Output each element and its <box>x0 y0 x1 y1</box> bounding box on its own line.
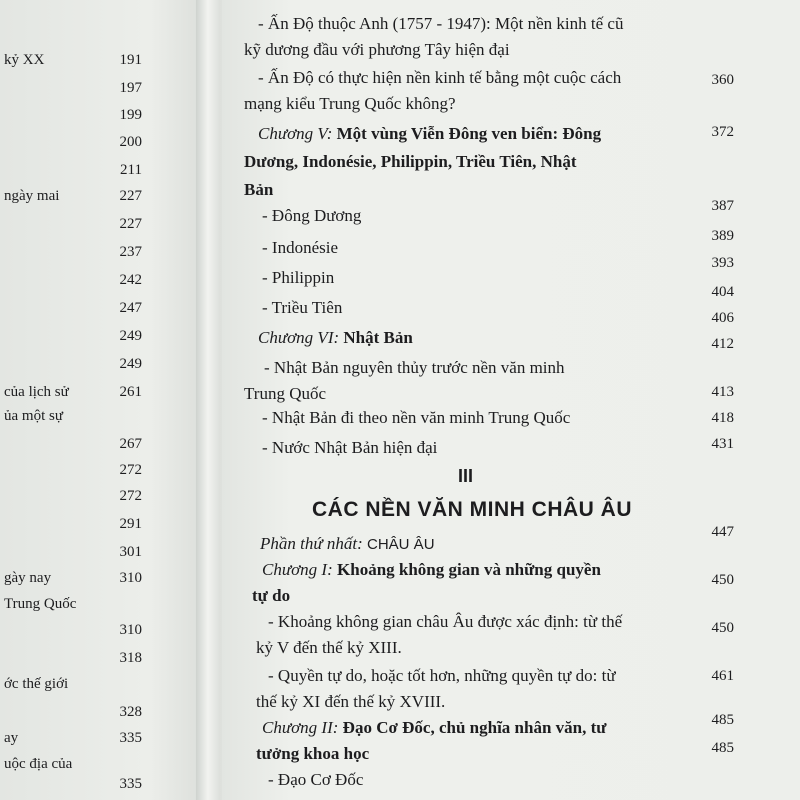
page-number: 450 <box>711 572 734 588</box>
left-page-number: 199 <box>119 107 142 123</box>
toc-entry: kỹ dương đầu với phương Tây hiện đại <box>244 40 510 59</box>
left-page-number: 249 <box>119 356 142 372</box>
left-page-number: 249 <box>119 328 142 344</box>
toc-entry: - Triều Tiên <box>262 298 343 317</box>
chapter-title: Một vùng Viễn Đông ven biển: Đông <box>336 124 602 143</box>
toc-entry: - Đông Dương <box>262 206 362 225</box>
chapter-label: Chương I: <box>262 560 333 579</box>
left-page-number: 242 <box>119 272 142 288</box>
part-label: Phần thứ nhất: <box>260 534 363 553</box>
toc-entry: - Đạo Cơ Đốc <box>268 770 364 789</box>
toc-entry: - Ấn Độ thuộc Anh (1757 - 1947): Một nền kinh tế cũ <box>258 14 624 33</box>
toc-entry: - Nước Nhật Bản hiện đại <box>262 438 438 457</box>
left-page-number: 335 <box>119 730 142 746</box>
page-number: 450 <box>711 620 734 636</box>
chapter-title: Đạo Cơ Đốc, chủ nghĩa nhân văn, tư <box>342 718 607 737</box>
section-number: III <box>458 466 474 486</box>
left-page-number: 191 <box>119 52 142 68</box>
chapter-title: Nhật Bản <box>343 328 413 347</box>
left-page-number: 267 <box>119 436 142 452</box>
page-number: 418 <box>711 410 734 426</box>
page-number: 431 <box>711 436 734 452</box>
part-title: CHÂU ÂU <box>367 536 435 553</box>
toc-entry: Trung Quốc <box>244 384 327 403</box>
page-number: 393 <box>711 255 734 271</box>
left-page-number: 200 <box>119 134 142 150</box>
left-page-number: 197 <box>119 80 142 96</box>
chapter-label: Chương VI: <box>258 328 340 347</box>
toc-entry: - Ấn Độ có thực hiện nền kinh tế bằng một cuộc cách <box>258 68 622 87</box>
chapter-heading <box>258 328 413 348</box>
left-toc-text: của lịch sử <box>4 384 69 400</box>
chapter-heading <box>258 124 601 144</box>
toc-entry: - Khoảng không gian châu Âu được xác định: từ thế <box>268 612 623 631</box>
part-heading <box>260 534 435 554</box>
left-page-number: 272 <box>119 488 142 504</box>
toc-entry: - Philippin <box>262 268 335 287</box>
left-page-number: 227 <box>119 188 142 204</box>
chapter-title: Bản <box>244 180 274 199</box>
left-toc-text: ngày mai <box>4 188 60 204</box>
left-page-number: 318 <box>119 650 142 666</box>
page-number: 389 <box>711 228 734 244</box>
section-title: CÁC NỀN VĂN MINH CHÂU ÂU <box>312 498 632 521</box>
chapter-title: tự do <box>252 586 291 605</box>
left-page-number: 227 <box>119 216 142 232</box>
page-number: 413 <box>711 384 734 400</box>
chapter-title: Dương, Indonésie, Philippin, Triều Tiên, Nhật <box>244 152 577 171</box>
page-number: 485 <box>711 740 734 756</box>
toc-entry: thế kỷ XI đến thế kỷ XVIII. <box>256 692 446 711</box>
chapter-heading <box>262 718 606 738</box>
left-page-number: 237 <box>119 244 142 260</box>
left-toc-text: gày nay <box>4 570 52 586</box>
chapter-heading <box>262 560 601 580</box>
left-page-number: 310 <box>119 622 142 638</box>
left-toc-text: kỷ XX <box>4 52 45 68</box>
page-number: 406 <box>711 310 734 326</box>
toc-entry: kỷ V đến thế kỷ XIII. <box>256 638 402 657</box>
toc-entry: - Quyền tự do, hoặc tốt hơn, những quyền tự do: từ <box>268 666 616 685</box>
left-page-number: 247 <box>119 300 142 316</box>
left-toc-text: ớc thế giới <box>4 676 69 692</box>
page-number: 461 <box>711 668 734 684</box>
left-page-number: 291 <box>119 516 142 532</box>
left-page-number: 261 <box>119 384 142 400</box>
page-number: 360 <box>711 72 734 88</box>
page-number: 372 <box>711 124 734 140</box>
page-number: 485 <box>711 712 734 728</box>
left-page-number: 301 <box>119 544 142 560</box>
left-page <box>0 0 214 800</box>
left-page-number: 272 <box>119 462 142 478</box>
left-toc-text: Trung Quốc <box>4 596 77 612</box>
chapter-title: Khoảng không gian và những quyền <box>337 560 601 579</box>
toc-entry: - Nhật Bản đi theo nền văn minh Trung Quốc <box>262 408 571 427</box>
toc-entry: - Nhật Bản nguyên thủy trước nền văn minh <box>264 358 565 377</box>
page-number: 412 <box>711 336 734 352</box>
chapter-label: Chương V: <box>258 124 333 143</box>
left-page-number: 328 <box>119 704 142 720</box>
page-number: 387 <box>711 198 734 214</box>
chapter-title: tưởng khoa học <box>256 744 370 763</box>
left-toc-text: ay <box>4 730 19 746</box>
left-page-number: 211 <box>120 162 142 178</box>
left-toc-text: uộc địa của <box>4 756 73 772</box>
toc-entry: - Indonésie <box>262 238 339 257</box>
toc-entry: mạng kiểu Trung Quốc không? <box>244 94 456 113</box>
page-number: 404 <box>711 284 734 300</box>
left-page-number: 335 <box>119 776 142 792</box>
page-number: 447 <box>711 524 734 540</box>
left-toc-text: ủa một sự <box>4 408 63 424</box>
chapter-label: Chương II: <box>262 718 339 737</box>
left-page-number: 310 <box>119 570 142 586</box>
